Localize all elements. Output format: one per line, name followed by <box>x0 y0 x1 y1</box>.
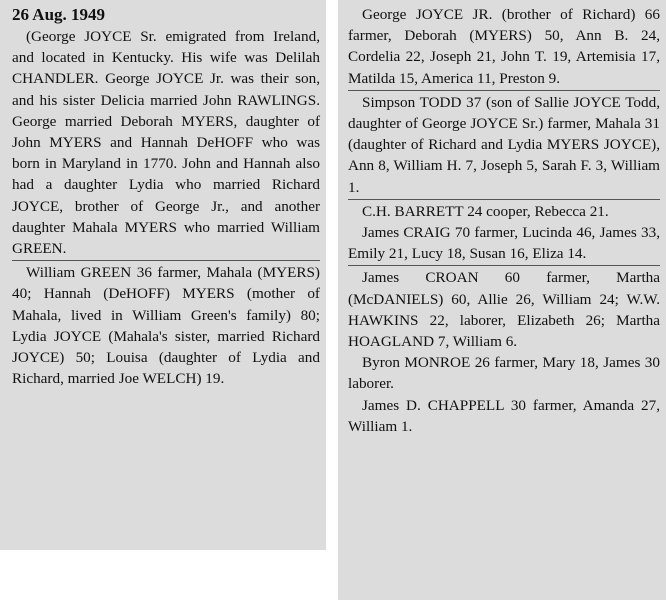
barrett-household-paragraph: C.H. BARRETT 24 cooper, Rebecca 21. <box>362 202 609 220</box>
joyce-jr-household-paragraph: George JOYCE JR. (brother of Richard) 66 farmer, Deborah (MYERS) 50, Ann B. 24, Cordelia 22, Joseph 21, John T. 19, Artemisia 17, Matilda 15, America 11, Preston 9. <box>348 6 660 87</box>
article-date: 26 Aug. 1949 <box>12 5 106 24</box>
right-column <box>338 0 666 600</box>
croan-household-paragraph: James CROAN 60 farmer, Martha (McDANIELS) 60, Allie 26, William 24; W.W. HAWKINS 22, laborer, Elizabeth 26; Martha HOAGLAND 7, William 6. <box>348 269 660 351</box>
todd-household-paragraph: Simpson TODD 37 (son of Sallie JOYCE Todd, daughter of George JOYCE Sr.) farmer, Mahala 31 (daughter of Richard and Lydia MYERS JOYCE), Ann 8, William H. 7, Joseph 5, Sarah F. 3, William 1. <box>348 93 660 196</box>
left-column <box>0 0 326 550</box>
column-rule <box>12 260 320 261</box>
chappell-household-paragraph: James D. CHAPPELL 30 farmer, Amanda 27, William 1. <box>348 396 660 435</box>
craig-household-paragraph: James CRAIG 70 farmer, Lucinda 46, James 33, Emily 21, Lucy 18, Susan 16, Eliza 14. <box>348 224 660 263</box>
intro-paragraph: (George JOYCE Sr. emigrated from Ireland, and located in Kentucky. His wife was Delilah CHANDLER. George JOYCE Jr. was their son, and his sister Delicia married John RAWLINGS. George married Deborah MYERS, daughter of John MYERS and Hannah DeHOFF who was born in Maryland in 1770. John and Hannah also had a daughter Lydia who married Richard JOYCE, brother of George Jr., and another daughter Mahala MYERS who married William GREEN. <box>12 28 320 258</box>
green-household-paragraph: William GREEN 36 farmer, Mahala (MYERS) 40; Hannah (DeHOFF) MYERS (mother of Mahala, lived in William Green's family) 80; Lydia JOYCE (Mahala's sister, married Richard JOYCE) 50; Louisa (daughter of Lydia and Richard, married Joe WELCH) 19. <box>12 264 320 388</box>
column-rule <box>348 265 660 266</box>
column-rule <box>348 90 660 91</box>
monroe-household-paragraph: Byron MONROE 26 farmer, Mary 18, James 30 laborer. <box>348 354 660 393</box>
column-rule <box>348 199 660 200</box>
